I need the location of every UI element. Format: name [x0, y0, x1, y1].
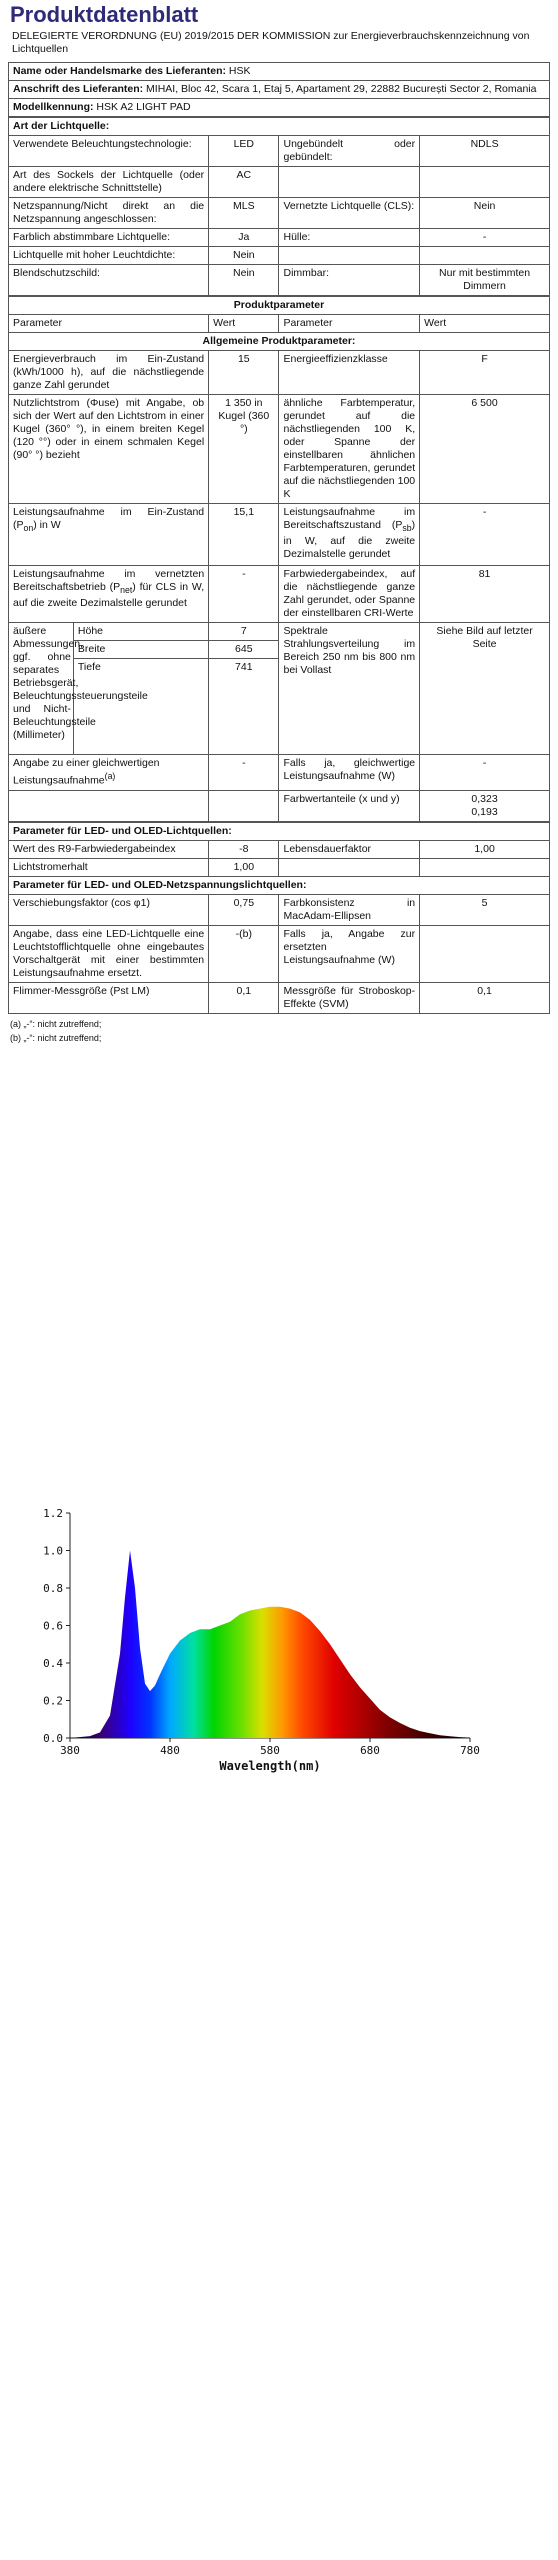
table-row: äußere Abmessungen, ggf. ohne separates Betriebsgerät, Beleuchtungssteuerungsteile und Nicht-Beleuchtungsteile (Millimeter) Höhe 7 Spektrale Strahlungsverteilung im Bereich 250 nm bis 800 nm bei Vollast Siehe Bild auf letzter Seite	[9, 623, 550, 641]
table-row: Energieverbrauch im Ein-Zustand (kWh/1000 h), auf die nächstliegende ganze Zahl gerundet 15 Energieeffizienzklasse F	[9, 351, 550, 395]
y-tick-label: 0.2	[43, 1694, 63, 1708]
table-row: Wert des R9-Farbwiedergabeindex -8 Lebensdauerfaktor 1,00	[9, 840, 550, 858]
table-row: Farblich abstimmbare Lichtquelle: Ja Hülle: -	[9, 229, 550, 247]
params-header: Produktparameter	[9, 297, 550, 315]
table-row: Angabe, dass eine LED-Lichtquelle eine Leuchtstofflichtquelle ohne eingebautes Vorschaltgerät mit einer bestimmten Leistungsaufnahme ersetzt. -(b) Falls ja, Angabe zur ersetzten Leistungsaufnahme (W)	[9, 925, 550, 982]
table-row: Blendschutzschild: Nein Dimmbar: Nur mit bestimmten Dimmern	[9, 265, 550, 296]
spectrum-area	[70, 1551, 470, 1739]
spectrum-chart-svg	[0, 1478, 558, 1798]
x-tick-label: 680	[360, 1744, 380, 1757]
led-table	[8, 822, 550, 1014]
table-row: Leistungsaufnahme im vernetzten Bereitschaftsbetrieb $(P_{net})$ für CLS in W, auf die zweite Dezimalstelle gerundet - Farbwiedergabeindex, auf die nächstliegende ganze Zahl gerundet, oder Spanne der einstellbaren CRI-Werte 81	[9, 566, 550, 623]
model-id: HSK A2 LIGHT PAD	[96, 101, 191, 113]
table-row: Breite 645	[9, 641, 550, 659]
y-tick-label: 1.0	[43, 1544, 63, 1558]
led-header: Parameter für LED- und OLED-Lichtquellen:	[9, 822, 550, 840]
y-tick-label: 0.8	[43, 1582, 63, 1595]
supplier-name-row: Name oder Handelsmarke des Lieferanten: HSK	[9, 63, 550, 81]
table-row: Nutzlichtstrom (Φuse) mit Angabe, ob sich der Wert auf den Lichtstrom in einer Kugel (360° °), in einem breiten Kegel (120 °°) oder in einem schmalen Kegel (90° °) bezieht 1 350 in Kugel (360 °) ähnliche Farbtemperatur, gerundet auf die nächstliegenden 100 K, oder Spanne der einstellbaren ähnlichen Farbtemperaturen, gerundet auf die nächstliegenden 100 K 6 500	[9, 395, 550, 504]
spectrum-chart	[0, 1478, 558, 1798]
table-row: Netzspannung/Nicht direkt an die Netzspannung angeschlossen: MLS Vernetzte Lichtquelle (CLS): Nein	[9, 198, 550, 229]
lightsource-header: Art der Lichtquelle:	[9, 118, 550, 136]
table-row: Leistungsaufnahme im Ein-Zustand $(P_{on})$ in W 15,1 Leistungsaufnahme im Bereitschaftszustand $(P_{sb})$ in W, auf die zweite Dezimalstelle gerundet -	[9, 504, 550, 566]
table-row: Farbwertanteile (x und y) 0,323 0,193	[9, 790, 550, 821]
x-axis-label: Wavelength(nm)	[219, 1759, 321, 1773]
page-title: Produktdatenblatt	[10, 2, 199, 27]
params-table	[8, 296, 550, 822]
params-columns: Parameter Wert Parameter Wert	[9, 315, 550, 333]
table-row: Verschiebungsfaktor (cos φ1) 0,75 Farbkonsistenz in MacAdam-Ellipsen 5	[9, 894, 550, 925]
mains-header: Parameter für LED- und OLED-Netzspannungslichtquellen:	[9, 876, 550, 894]
regulation-subtitle: DELEGIERTE VERORDNUNG (EU) 2019/2015 DER KOMMISSION zur Energieverbrauchskennzeichnung von Lichtquellen	[12, 30, 530, 55]
table-row: Verwendete Beleuchtungstechnologie: LED Ungebündelt oder gebündelt: NDLS	[9, 136, 550, 167]
table-row: Lichtquelle mit hoher Leuchtdichte: Nein	[9, 247, 550, 265]
footnote-a: (a) „-“: nicht zutreffend;	[10, 1018, 102, 1029]
table-row: Art des Sockels der Lichtquelle (oder andere elektrische Schnittstelle) AC	[9, 167, 550, 198]
table-row: Angabe zu einer gleichwertigen Leistungsaufnahme$^{(a)}$ - Falls ja, gleichwertige Leistungsaufnahme (W) -	[9, 755, 550, 791]
x-tick-label: 580	[260, 1744, 280, 1757]
x-tick-label: 380	[60, 1744, 80, 1757]
y-tick-label: 0.6	[43, 1619, 63, 1633]
x-tick-label: 480	[160, 1744, 180, 1757]
table-row: Lichtstromerhalt 1,00	[9, 858, 550, 876]
lightsource-table	[8, 117, 550, 296]
y-tick-label: 0.4	[43, 1657, 63, 1670]
table-row: Flimmer-Messgröße (Pst LM) 0,1 Messgröße für Stroboskop-Effekte (SVM) 0,1	[9, 982, 550, 1013]
x-tick-label: 780	[460, 1744, 480, 1757]
table-row: Tiefe 741	[9, 659, 550, 755]
footnote-b: (b) „-“: nicht zutreffend;	[10, 1032, 102, 1043]
supplier-address: MIHAI, Bloc 42, Scara 1, Etaj 5, Apartament 29, 22882 București Sector 2, Romania	[146, 83, 537, 95]
supplier-table	[8, 62, 550, 117]
datasheet	[8, 0, 550, 1044]
general-header: Allgemeine Produktparameter:	[9, 333, 550, 351]
y-tick-label: 1.2	[43, 1507, 63, 1520]
supplier-name: HSK	[228, 65, 251, 77]
y-tick-label: 0.0	[43, 1732, 63, 1745]
supplier-address-row: Anschrift des Lieferanten: MIHAI, Bloc 42, Scara 1, Etaj 5, Apartament 29, 22882 București Sector 2, Romania	[9, 81, 550, 99]
model-row: Modellkennung: HSK A2 LIGHT PAD	[9, 99, 550, 117]
